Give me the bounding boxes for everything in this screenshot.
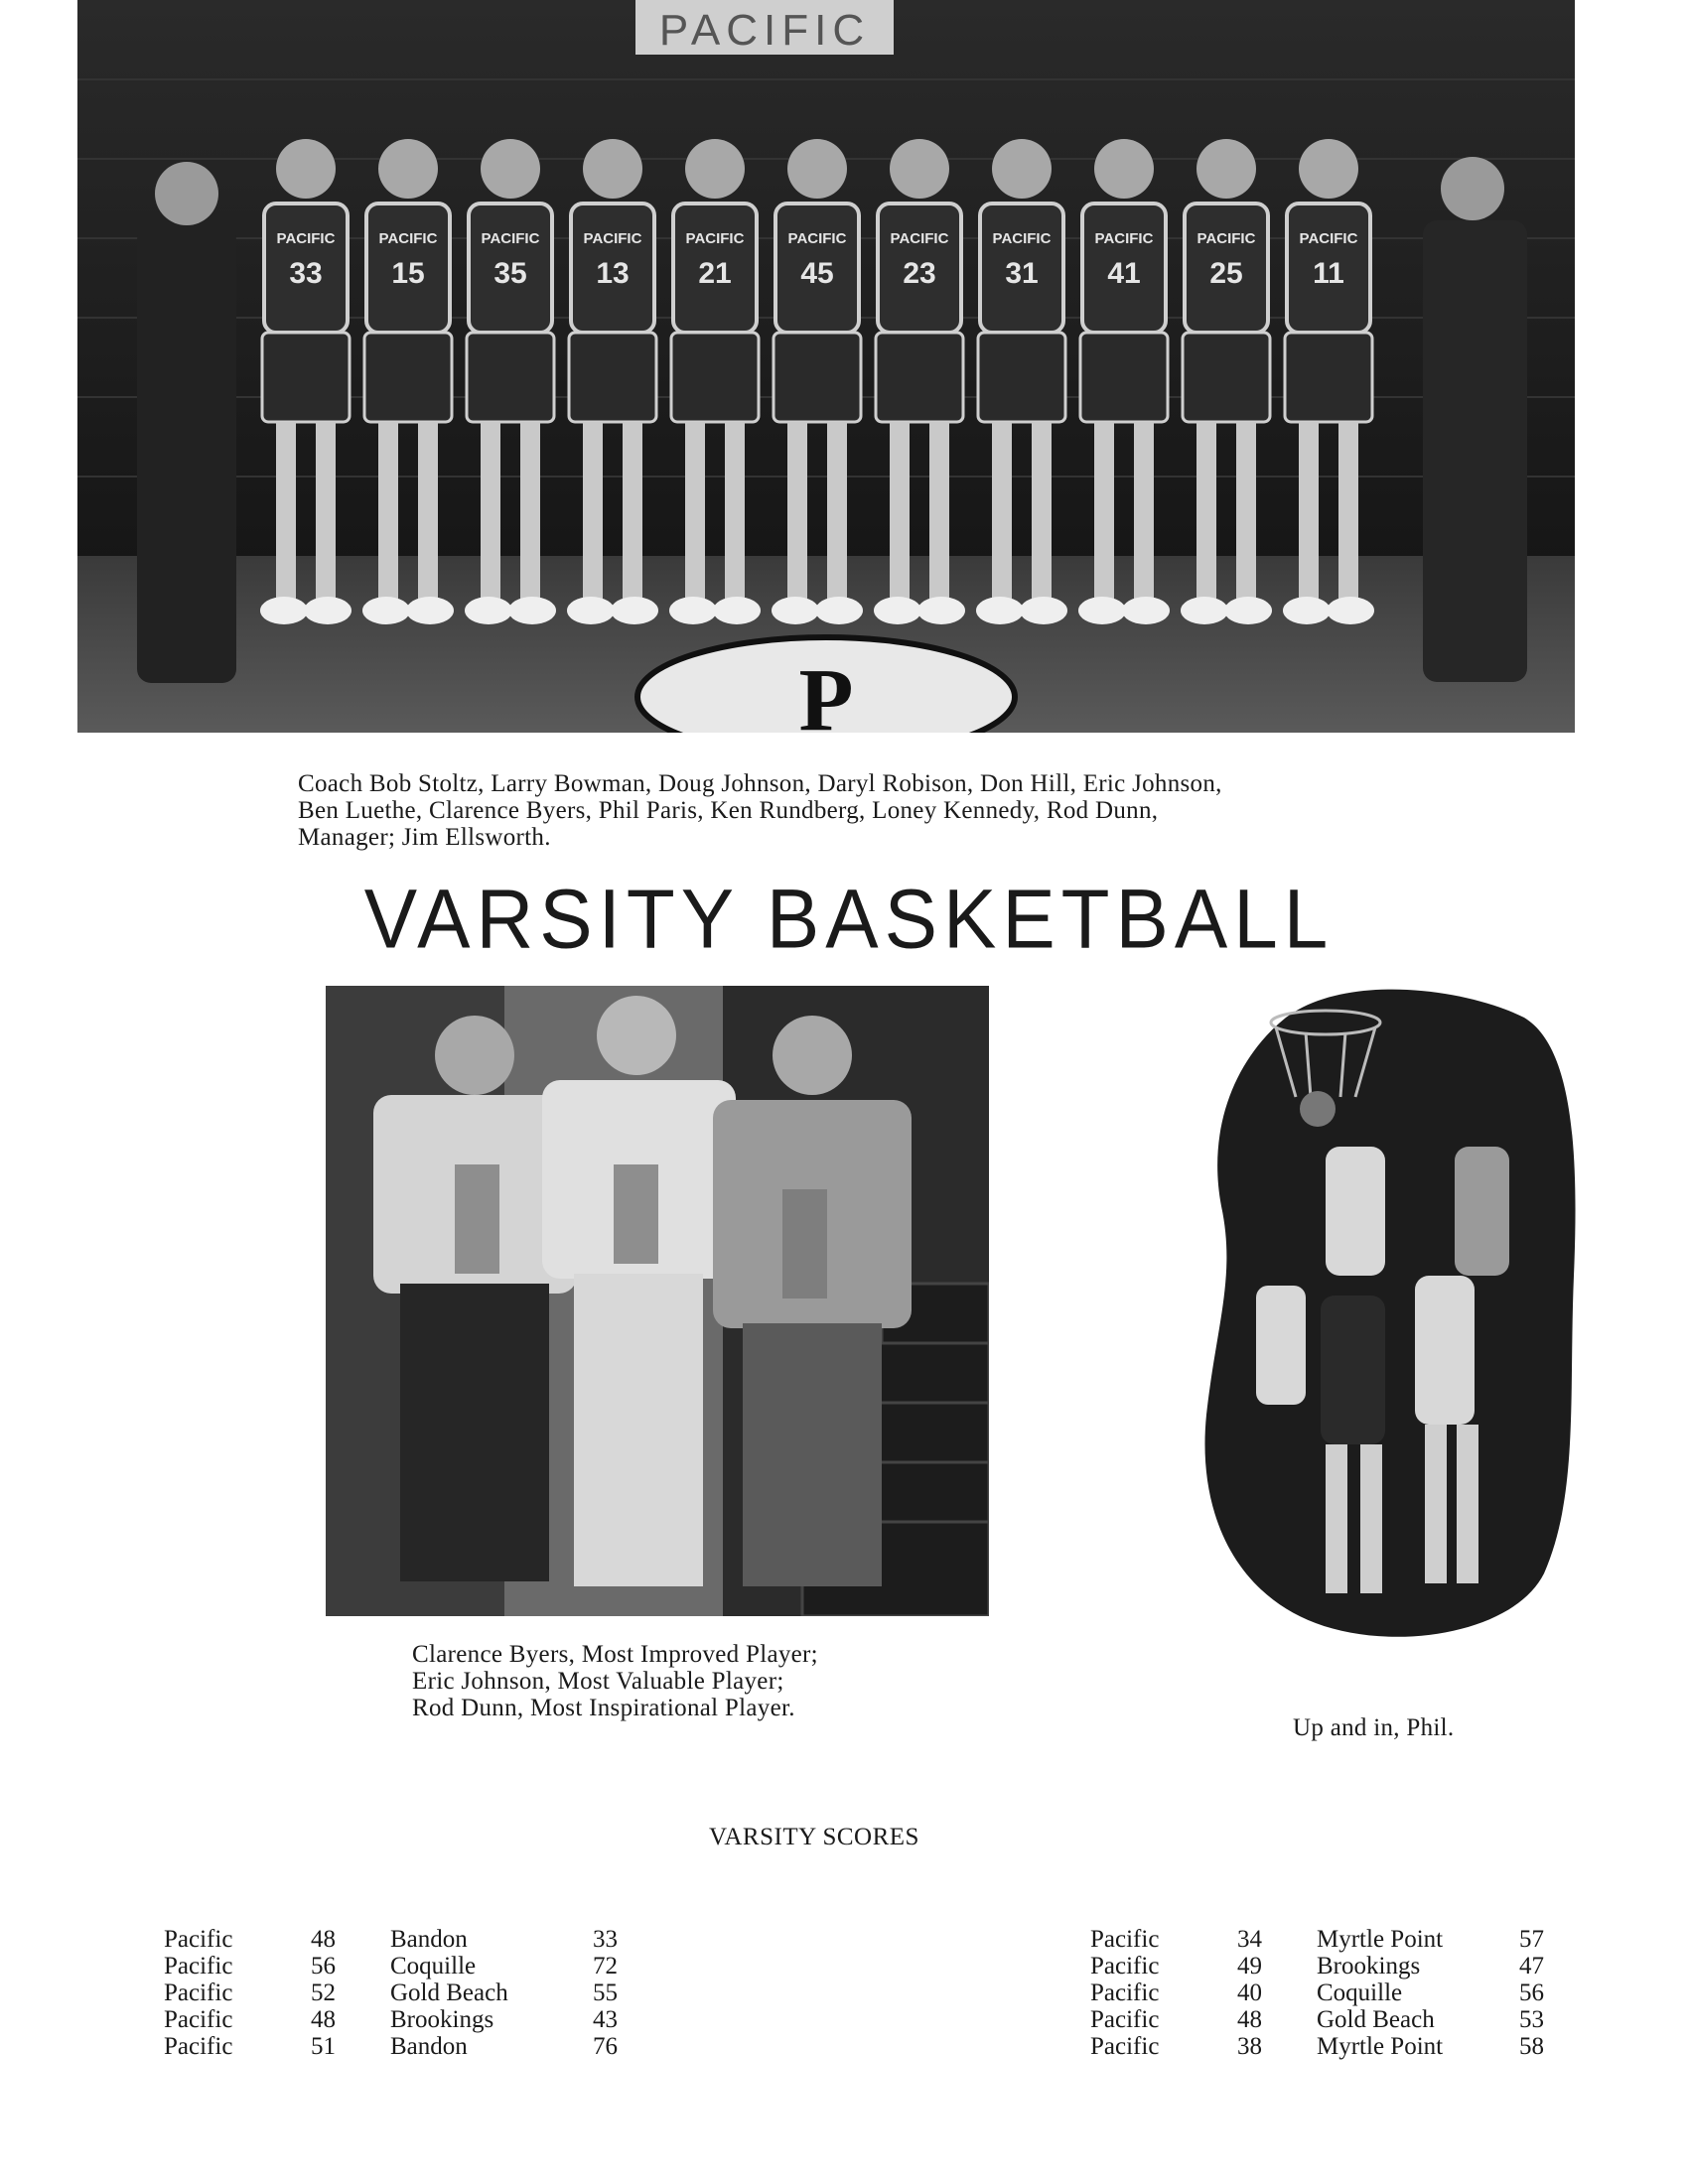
jersey-lettering: PACIFIC: [1094, 230, 1154, 247]
opponent-score: 76: [593, 2033, 618, 2060]
caption-line: Eric Johnson, Most Valuable Player;: [412, 1668, 784, 1695]
jersey-lettering: PACIFIC: [583, 230, 642, 247]
score-row: [164, 2033, 660, 2060]
jersey-number: 31: [1005, 257, 1039, 290]
jersey-lettering: PACIFIC: [787, 230, 847, 247]
jersey-number: 11: [1313, 257, 1344, 290]
team-name: Pacific: [1090, 1953, 1160, 1979]
score-row: [164, 1926, 660, 1953]
team-score: 48: [311, 2006, 336, 2033]
opponent-name: Brookings: [1317, 1953, 1421, 1979]
team-name: Pacific: [1090, 2033, 1160, 2060]
score-row: [164, 1953, 660, 1979]
coach-figure: [137, 162, 236, 683]
manager-figure: [1423, 157, 1527, 682]
trophy-icon: [782, 1189, 827, 1298]
score-row: [1090, 2006, 1587, 2033]
team-photo: [77, 0, 1575, 733]
basketball-icon: [1300, 1091, 1336, 1127]
team-score: 51: [311, 2033, 336, 2060]
trophy-icon: [455, 1164, 499, 1274]
jersey-lettering: PACIFIC: [1299, 230, 1358, 247]
scores-heading: VARSITY SCORES: [709, 1824, 919, 1850]
score-row: [164, 1979, 660, 2006]
jersey-number: 15: [391, 257, 425, 290]
opponent-name: Gold Beach: [390, 1979, 508, 2006]
team-name: Pacific: [164, 2006, 233, 2033]
opponent-name: Bandon: [390, 2033, 468, 2060]
team-name: Pacific: [164, 1979, 233, 2006]
opponent-name: Coquille: [1317, 1979, 1403, 2006]
gym-banner-text: PACIFIC: [658, 6, 871, 55]
scores-table-right: [1090, 1926, 1587, 2060]
jersey-lettering: PACIFIC: [890, 230, 949, 247]
awards-photo: [326, 986, 989, 1616]
team-name: Pacific: [164, 2033, 233, 2060]
awards-photo-illustration: [326, 986, 989, 1616]
caption-line: Manager; Jim Ellsworth.: [298, 824, 551, 851]
opponent-score: 72: [593, 1953, 618, 1979]
score-row: [1090, 2033, 1587, 2060]
jersey-lettering: PACIFIC: [378, 230, 438, 247]
jersey-lettering: PACIFIC: [1196, 230, 1256, 247]
caption-line: Clarence Byers, Most Improved Player;: [412, 1641, 818, 1668]
trophy-icon: [614, 1164, 658, 1264]
jersey-lettering: PACIFIC: [992, 230, 1052, 247]
team-score: 48: [311, 1926, 336, 1953]
caption-line: Coach Bob Stoltz, Larry Bowman, Doug Johnson, Daryl Robison, Don Hill, Eric Johnson,: [298, 770, 1222, 797]
awards-caption: [412, 1641, 928, 1721]
team-score: 48: [1237, 2006, 1262, 2033]
team-name: Pacific: [164, 1926, 233, 1953]
jersey-number: 13: [596, 257, 630, 290]
team-photo-caption: [298, 770, 1410, 851]
score-row: [164, 2006, 660, 2033]
jersey-lettering: PACIFIC: [685, 230, 745, 247]
opponent-name: Brookings: [390, 2006, 494, 2033]
jersey-number: 21: [698, 257, 732, 290]
opponent-score: 57: [1519, 1926, 1544, 1953]
caption-line: Ben Luethe, Clarence Byers, Phil Paris, Ken Rundberg, Loney Kennedy, Rod Dunn,: [298, 797, 1159, 824]
score-row: [1090, 1953, 1587, 1979]
opponent-name: Myrtle Point: [1317, 2033, 1444, 2060]
jersey-number: 41: [1107, 257, 1141, 290]
team-score: 38: [1237, 2033, 1262, 2060]
opponent-name: Myrtle Point: [1317, 1926, 1444, 1953]
opponent-name: Bandon: [390, 1926, 468, 1953]
score-row: [1090, 1979, 1587, 2006]
jersey-number: 45: [800, 257, 834, 290]
action-photo: [1196, 978, 1579, 1648]
players-row: [137, 139, 1527, 683]
center-court-letter: P: [798, 651, 854, 733]
jersey-number: 25: [1209, 257, 1243, 290]
opponent-score: 33: [593, 1926, 618, 1953]
opponent-score: 56: [1519, 1979, 1544, 2006]
opponent-name: Coquille: [390, 1953, 477, 1979]
jersey-lettering: PACIFIC: [481, 230, 540, 247]
team-name: Pacific: [164, 1953, 233, 1979]
team-score: 34: [1237, 1926, 1262, 1953]
team-score: 40: [1237, 1979, 1262, 2006]
action-photo-caption: Up and in, Phil.: [1293, 1714, 1455, 1741]
team-name: Pacific: [1090, 2006, 1160, 2033]
opponent-name: Gold Beach: [1317, 2006, 1435, 2033]
team-photo-illustration: [77, 0, 1575, 733]
team-score: 56: [311, 1953, 336, 1979]
team-score: 49: [1237, 1953, 1262, 1979]
caption-line: Rod Dunn, Most Inspirational Player.: [412, 1695, 795, 1721]
jersey-number: 35: [493, 257, 527, 290]
team-name: Pacific: [1090, 1979, 1160, 2006]
jersey-number: 33: [289, 257, 323, 290]
score-row: [1090, 1926, 1587, 1953]
team-score: 52: [311, 1979, 336, 2006]
scores-table-left: [164, 1926, 660, 2060]
jersey-number: 23: [903, 257, 936, 290]
opponent-score: 58: [1519, 2033, 1544, 2060]
opponent-score: 43: [593, 2006, 618, 2033]
opponent-score: 47: [1519, 1953, 1544, 1979]
opponent-score: 55: [593, 1979, 618, 2006]
action-photo-illustration: [1196, 978, 1579, 1648]
jersey-lettering: PACIFIC: [276, 230, 336, 247]
page-title: VARSITY BASKETBALL: [363, 872, 1335, 966]
team-name: Pacific: [1090, 1926, 1160, 1953]
opponent-score: 53: [1519, 2006, 1544, 2033]
